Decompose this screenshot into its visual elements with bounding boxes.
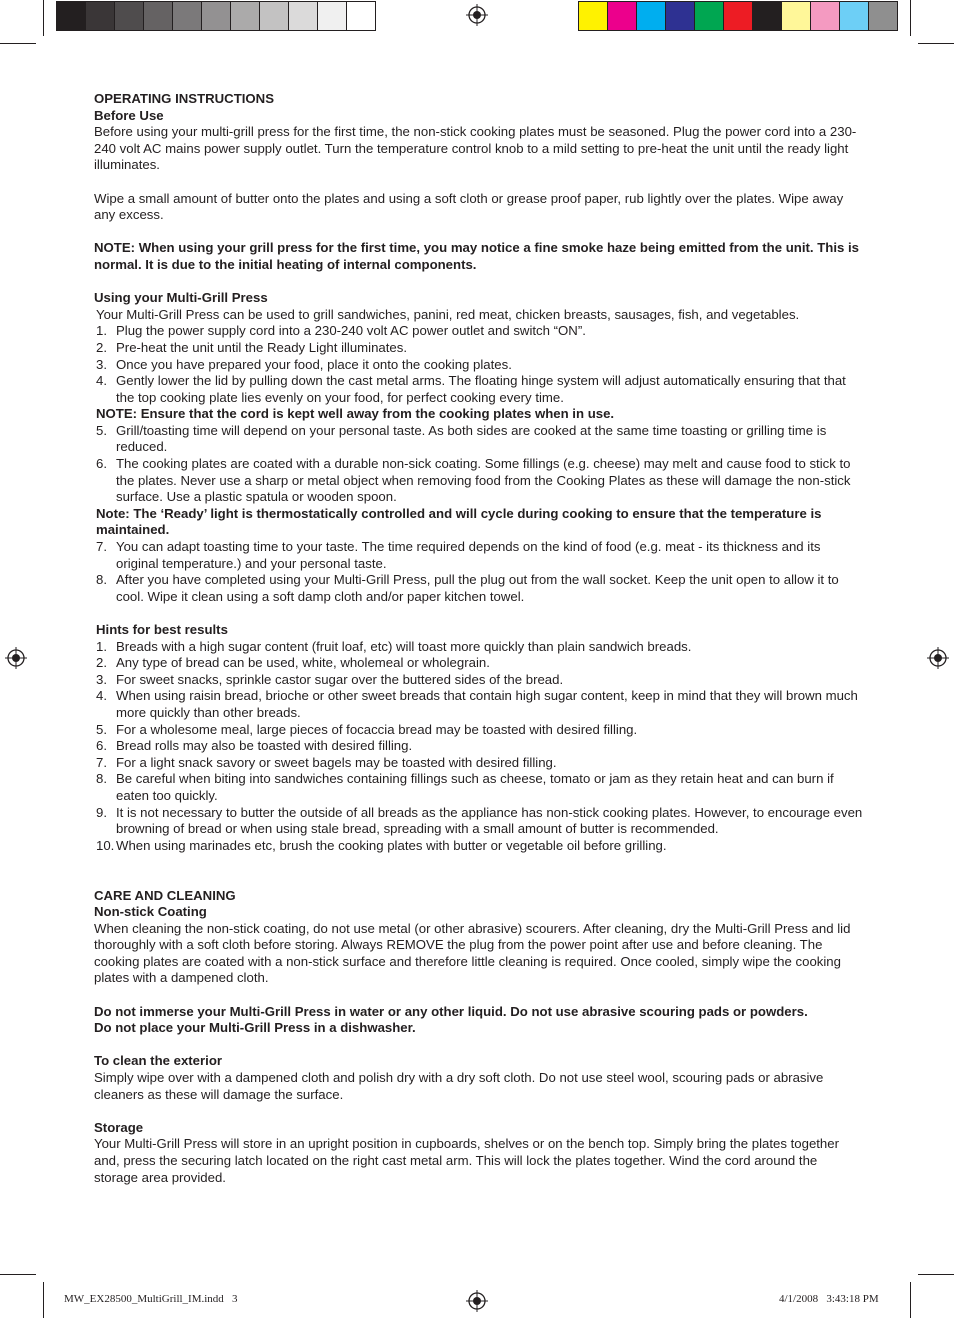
list-item-number: 2. <box>96 339 107 355</box>
list-item-text: The cooking plates are coated with a durable non-sick coating. Some fillings (e.g. cheese) may melt and cause food to stick to the plates. Never use a sharp or metal object when removing food from the Cooking Plates as these will damage the non-stick surface. Use a plastic spatula or wooden spoon. <box>116 456 851 505</box>
section-title-care: CARE AND CLEANING <box>94 887 236 903</box>
list-item-text: Gently lower the lid by pulling down the cast metal arms. The floating hinge system will adjust automatically ensuring that that the top cooking plate lies evenly on your food, for perfect cooking every time. <box>116 373 846 405</box>
steps-list <box>94 423 864 506</box>
list-item <box>96 738 864 755</box>
paragraph: When cleaning the non-stick coating, do not use metal (or other abrasive) scourers. After cleaning, dry the Multi-Grill Press and lid thoroughly with a soft cloth before storing. Always REMOVE the plug from the power point after use and before cleaning. The cooking plates are coated with a non-stick surface and therefore little cleaning is required. Once cooled, simply wipe the cooking plates with a dampened cloth. <box>94 920 851 986</box>
list-item <box>96 539 864 572</box>
process-color-bar <box>578 1 898 31</box>
list-item <box>96 672 864 689</box>
steps-list <box>94 539 864 605</box>
color-swatch <box>666 2 695 30</box>
list-item <box>96 755 864 772</box>
color-swatch <box>782 2 811 30</box>
list-item <box>96 572 864 605</box>
list-item-number: 6. <box>96 456 107 472</box>
crop-mark <box>0 1274 36 1275</box>
note-first-use: NOTE: When using your grill press for the first time, you may notice a fine smoke haze being emitted from the unit. This is normal. It is due to the initial heating of internal components. <box>94 240 859 272</box>
crop-mark <box>910 0 911 36</box>
list-item <box>96 688 864 721</box>
section-title-operating: OPERATING INSTRUCTIONS <box>94 91 274 106</box>
registration-mark-icon <box>927 647 949 669</box>
list-item-number: 4. <box>96 688 107 704</box>
list-item-number: 2. <box>96 655 107 671</box>
registration-mark-icon <box>5 647 27 669</box>
subheading-nonstick: Non-stick Coating <box>94 904 207 920</box>
crop-mark <box>910 1282 911 1318</box>
list-item-number: 8. <box>96 572 107 588</box>
document-body <box>94 91 864 1186</box>
list-item-text: For sweet snacks, sprinkle castor sugar over the buttered sides of the bread. <box>116 671 564 687</box>
list-item-text: When using marinades etc, brush the cooking plates with butter or vegetable oil before grilling. <box>116 837 667 853</box>
list-item-text: When using raisin bread, brioche or other sweet breads that contain high sugar content, keep in mind that they will brown much more quickly than other breads. <box>116 688 858 720</box>
subheading-before-use: Before Use <box>94 107 164 123</box>
list-item-text: Bread rolls may also be toasted with desired filling. <box>116 738 413 754</box>
color-swatch <box>579 2 608 30</box>
list-item <box>96 423 864 456</box>
note-ready-light: Note: The ‘Ready’ light is thermostatically controlled and will cycle during cooking to ensure that the temperature is maintained. <box>96 505 822 538</box>
list-item <box>96 323 864 340</box>
color-swatch <box>144 2 173 30</box>
color-swatch <box>840 2 869 30</box>
color-swatch <box>318 2 347 30</box>
list-item-text: Be careful when biting into sandwiches containing fillings such as cheese, tomato or jam as they retain heat and can burn if eaten too quickly. <box>116 771 834 803</box>
list-item-number: 9. <box>96 804 107 820</box>
color-swatch <box>753 2 782 30</box>
note-cord: NOTE: Ensure that the cord is kept well away from the cooking plates when in use. <box>96 406 615 422</box>
color-swatch <box>347 2 375 30</box>
list-item <box>96 340 864 357</box>
list-item <box>96 838 864 855</box>
list-item-number: 1. <box>96 638 107 654</box>
list-item-number: 3. <box>96 356 107 372</box>
color-swatch <box>869 2 897 30</box>
hints-list <box>94 639 864 855</box>
list-item <box>96 771 864 804</box>
list-item-number: 5. <box>96 721 107 737</box>
crop-mark <box>918 1274 954 1275</box>
list-item-number: 8. <box>96 771 107 787</box>
list-item-text: Any type of bread can be used, white, wholemeal or wholegrain. <box>116 655 490 671</box>
warning-immerse: Do not immerse your Multi-Grill Press in water or any other liquid. Do not use abrasive scouring pads or powders. <box>94 1003 808 1019</box>
color-swatch <box>86 2 115 30</box>
slug-filename: MW_EX28500_MultiGrill_IM.indd 3 <box>64 1293 238 1305</box>
list-item <box>96 639 864 656</box>
list-item-text: Pre-heat the unit until the Ready Light illuminates. <box>116 339 408 355</box>
list-item-number: 6. <box>96 738 107 754</box>
list-item-text: You can adapt toasting time to your taste. The time required depends on the kind of food (e.g. meat - its thickness and its original temperature.) and your personal taste. <box>116 539 821 571</box>
color-swatch <box>231 2 260 30</box>
paragraph: Your Multi-Grill Press will store in an upright position in cupboards, shelves or on the bench top. Simply bring the plates together and, press the securing latch located on the right cast metal arm. This will lock the plates together. Wind the cord around the storage area provided. <box>94 1136 839 1185</box>
list-item-number: 5. <box>96 422 107 438</box>
registration-mark-icon <box>466 4 488 26</box>
list-item-text: For a light snack savory or sweet bagels may be toasted with desired filling. <box>116 754 557 770</box>
paragraph: Before using your multi-grill press for the first time, the non-stick cooking plates must be seasoned. Plug the power cord into a 230-240 volt AC mains power supply outlet. Turn the temperature control knob to a mild setting to pre-heat the unit until the ready light illuminates. <box>94 124 857 173</box>
color-swatch <box>811 2 840 30</box>
subheading-using: Using your Multi-Grill Press <box>94 290 268 306</box>
list-item-text: Once you have prepared your food, place it onto the cooking plates. <box>116 356 512 372</box>
color-swatch <box>260 2 289 30</box>
subheading-storage: Storage <box>94 1119 144 1135</box>
list-item-text: Plug the power supply cord into a 230-240 volt AC power outlet and switch “ON”. <box>116 323 586 339</box>
list-item-text: For a wholesome meal, large pieces of focaccia bread may be toasted with desired filling. <box>116 721 638 737</box>
list-item <box>96 456 864 506</box>
paragraph: Wipe a small amount of butter onto the plates and using a soft cloth or grease proof paper, rub lightly over the plates. Wipe away any excess. <box>94 190 844 223</box>
subheading-exterior: To clean the exterior <box>94 1053 223 1069</box>
color-swatch <box>173 2 202 30</box>
list-item <box>96 722 864 739</box>
list-item-text: Breads with a high sugar content (fruit loaf, etc) will toast more quickly than plain sandwich breads. <box>116 638 692 654</box>
list-item-number: 3. <box>96 671 107 687</box>
color-swatch <box>724 2 753 30</box>
paragraph: Simply wipe over with a dampened cloth and polish dry with a dry soft cloth. Do not use steel wool, scouring pads or abrasive cleaners as these will damage the surface. <box>94 1070 824 1102</box>
subheading-hints: Hints for best results <box>96 622 228 637</box>
list-item-text: Grill/toasting time will depend on your personal taste. As both sides are cooked at the same time toasting or grilling time is reduced. <box>116 422 827 455</box>
list-item-number: 4. <box>96 373 107 389</box>
list-item-number: 1. <box>96 323 107 339</box>
crop-mark <box>43 1282 44 1318</box>
crop-mark <box>43 0 44 36</box>
registration-mark-icon <box>466 1290 488 1312</box>
list-item <box>96 357 864 374</box>
slug-timestamp: 4/1/2008 3:43:18 PM <box>779 1293 879 1305</box>
list-item-number: 7. <box>96 539 107 555</box>
list-item <box>96 373 864 406</box>
warning-dishwasher: Do not place your Multi-Grill Press in a dishwasher. <box>94 1020 416 1036</box>
steps-list <box>94 323 864 406</box>
crop-mark <box>0 43 36 44</box>
color-swatch <box>115 2 144 30</box>
grey-scale-bar <box>56 1 376 31</box>
list-item-text: After you have completed using your Multi-Grill Press, pull the plug out from the wall socket. Keep the unit open to allow it to cool. Wipe it clean using a soft damp cloth and/or paper kitchen towel. <box>116 572 839 604</box>
list-item <box>96 805 864 838</box>
color-swatch <box>202 2 231 30</box>
color-swatch <box>695 2 724 30</box>
list-item <box>96 655 864 672</box>
color-swatch <box>637 2 666 30</box>
list-item-number: 10. <box>96 837 115 853</box>
crop-mark <box>918 43 954 44</box>
color-swatch <box>57 2 86 30</box>
list-item-text: It is not necessary to butter the outside of all breads as the appliance has non-stick cooking plates. However, to encourage even browning of bread or when using stale bread, spreading with a small amount of butter is recommended. <box>116 804 863 837</box>
color-swatch <box>608 2 637 30</box>
color-swatch <box>289 2 318 30</box>
paragraph: Your Multi-Grill Press can be used to grill sandwiches, panini, red meat, chicken breasts, sausages, fish, and vegetables. <box>96 306 800 322</box>
list-item-number: 7. <box>96 754 107 770</box>
